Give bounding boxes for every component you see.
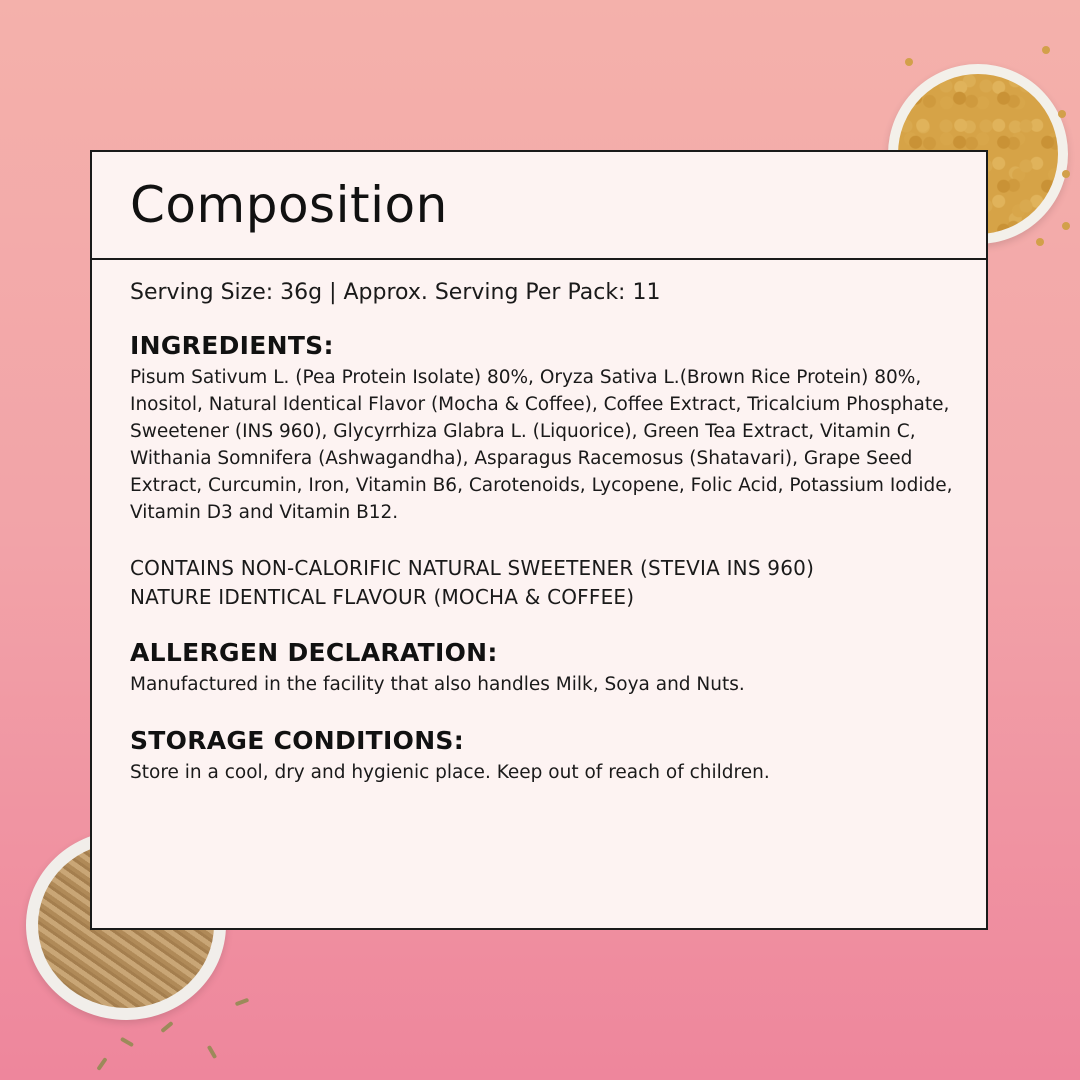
serving-info: Serving Size: 36g | Approx. Serving Per Pack: 11 [130,280,661,305]
flavour-notice: NATURE IDENTICAL FLAVOUR (MOCHA & COFFEE) [130,585,635,609]
rice-grain-scatter [207,1045,217,1059]
notices-block [130,554,956,612]
page-title: Composition [130,176,448,234]
storage-heading: STORAGE CONDITIONS: [130,726,465,755]
composition-card [90,150,988,930]
allergen-text: Manufactured in the facility that also handles Milk, Soya and Nuts. [130,674,745,695]
rice-grain-scatter [160,1021,173,1033]
rice-grain-scatter [96,1057,107,1071]
storage-text: Store in a cool, dry and hygienic place. Keep out of reach of children. [130,762,770,783]
soybean-scatter [905,58,913,66]
soybean-scatter [1058,110,1066,118]
rice-grain-scatter [235,998,250,1007]
card-header [92,152,986,260]
soybean-scatter [1036,238,1044,246]
soybean-scatter [1062,170,1070,178]
card-body [92,260,986,786]
ingredients-text: Pisum Sativum L. (Pea Protein Isolate) 80%, Oryza Sativa L.(Brown Rice Protein) 80%, Inositol, Natural Identical Flavor (Mocha & Coffee), Coffee Extract, Tricalcium Phosphate, Sweetener (INS 960), Glycyrrhiza Glabra L. (Liquorice), Green Tea Extract, Vitamin C, Withania Somnifera (Ashwagandha), Asparagus Racemosus (Shatavari), Grape Seed Extract, Curcumin, Iron, Vitamin B6, Carotenoids, Lycopene, Folic Acid, Potassium Iodide, Vitamin D3 and Vitamin B12. [130,367,953,523]
soybean-scatter [1042,46,1050,54]
allergen-heading: ALLERGEN DECLARATION: [130,638,498,667]
rice-grain-scatter [120,1037,134,1047]
sweetener-notice: CONTAINS NON-CALORIFIC NATURAL SWEETENER (STEVIA INS 960) [130,556,815,580]
soybean-scatter [1062,222,1070,230]
ingredients-heading: INGREDIENTS: [130,331,334,360]
